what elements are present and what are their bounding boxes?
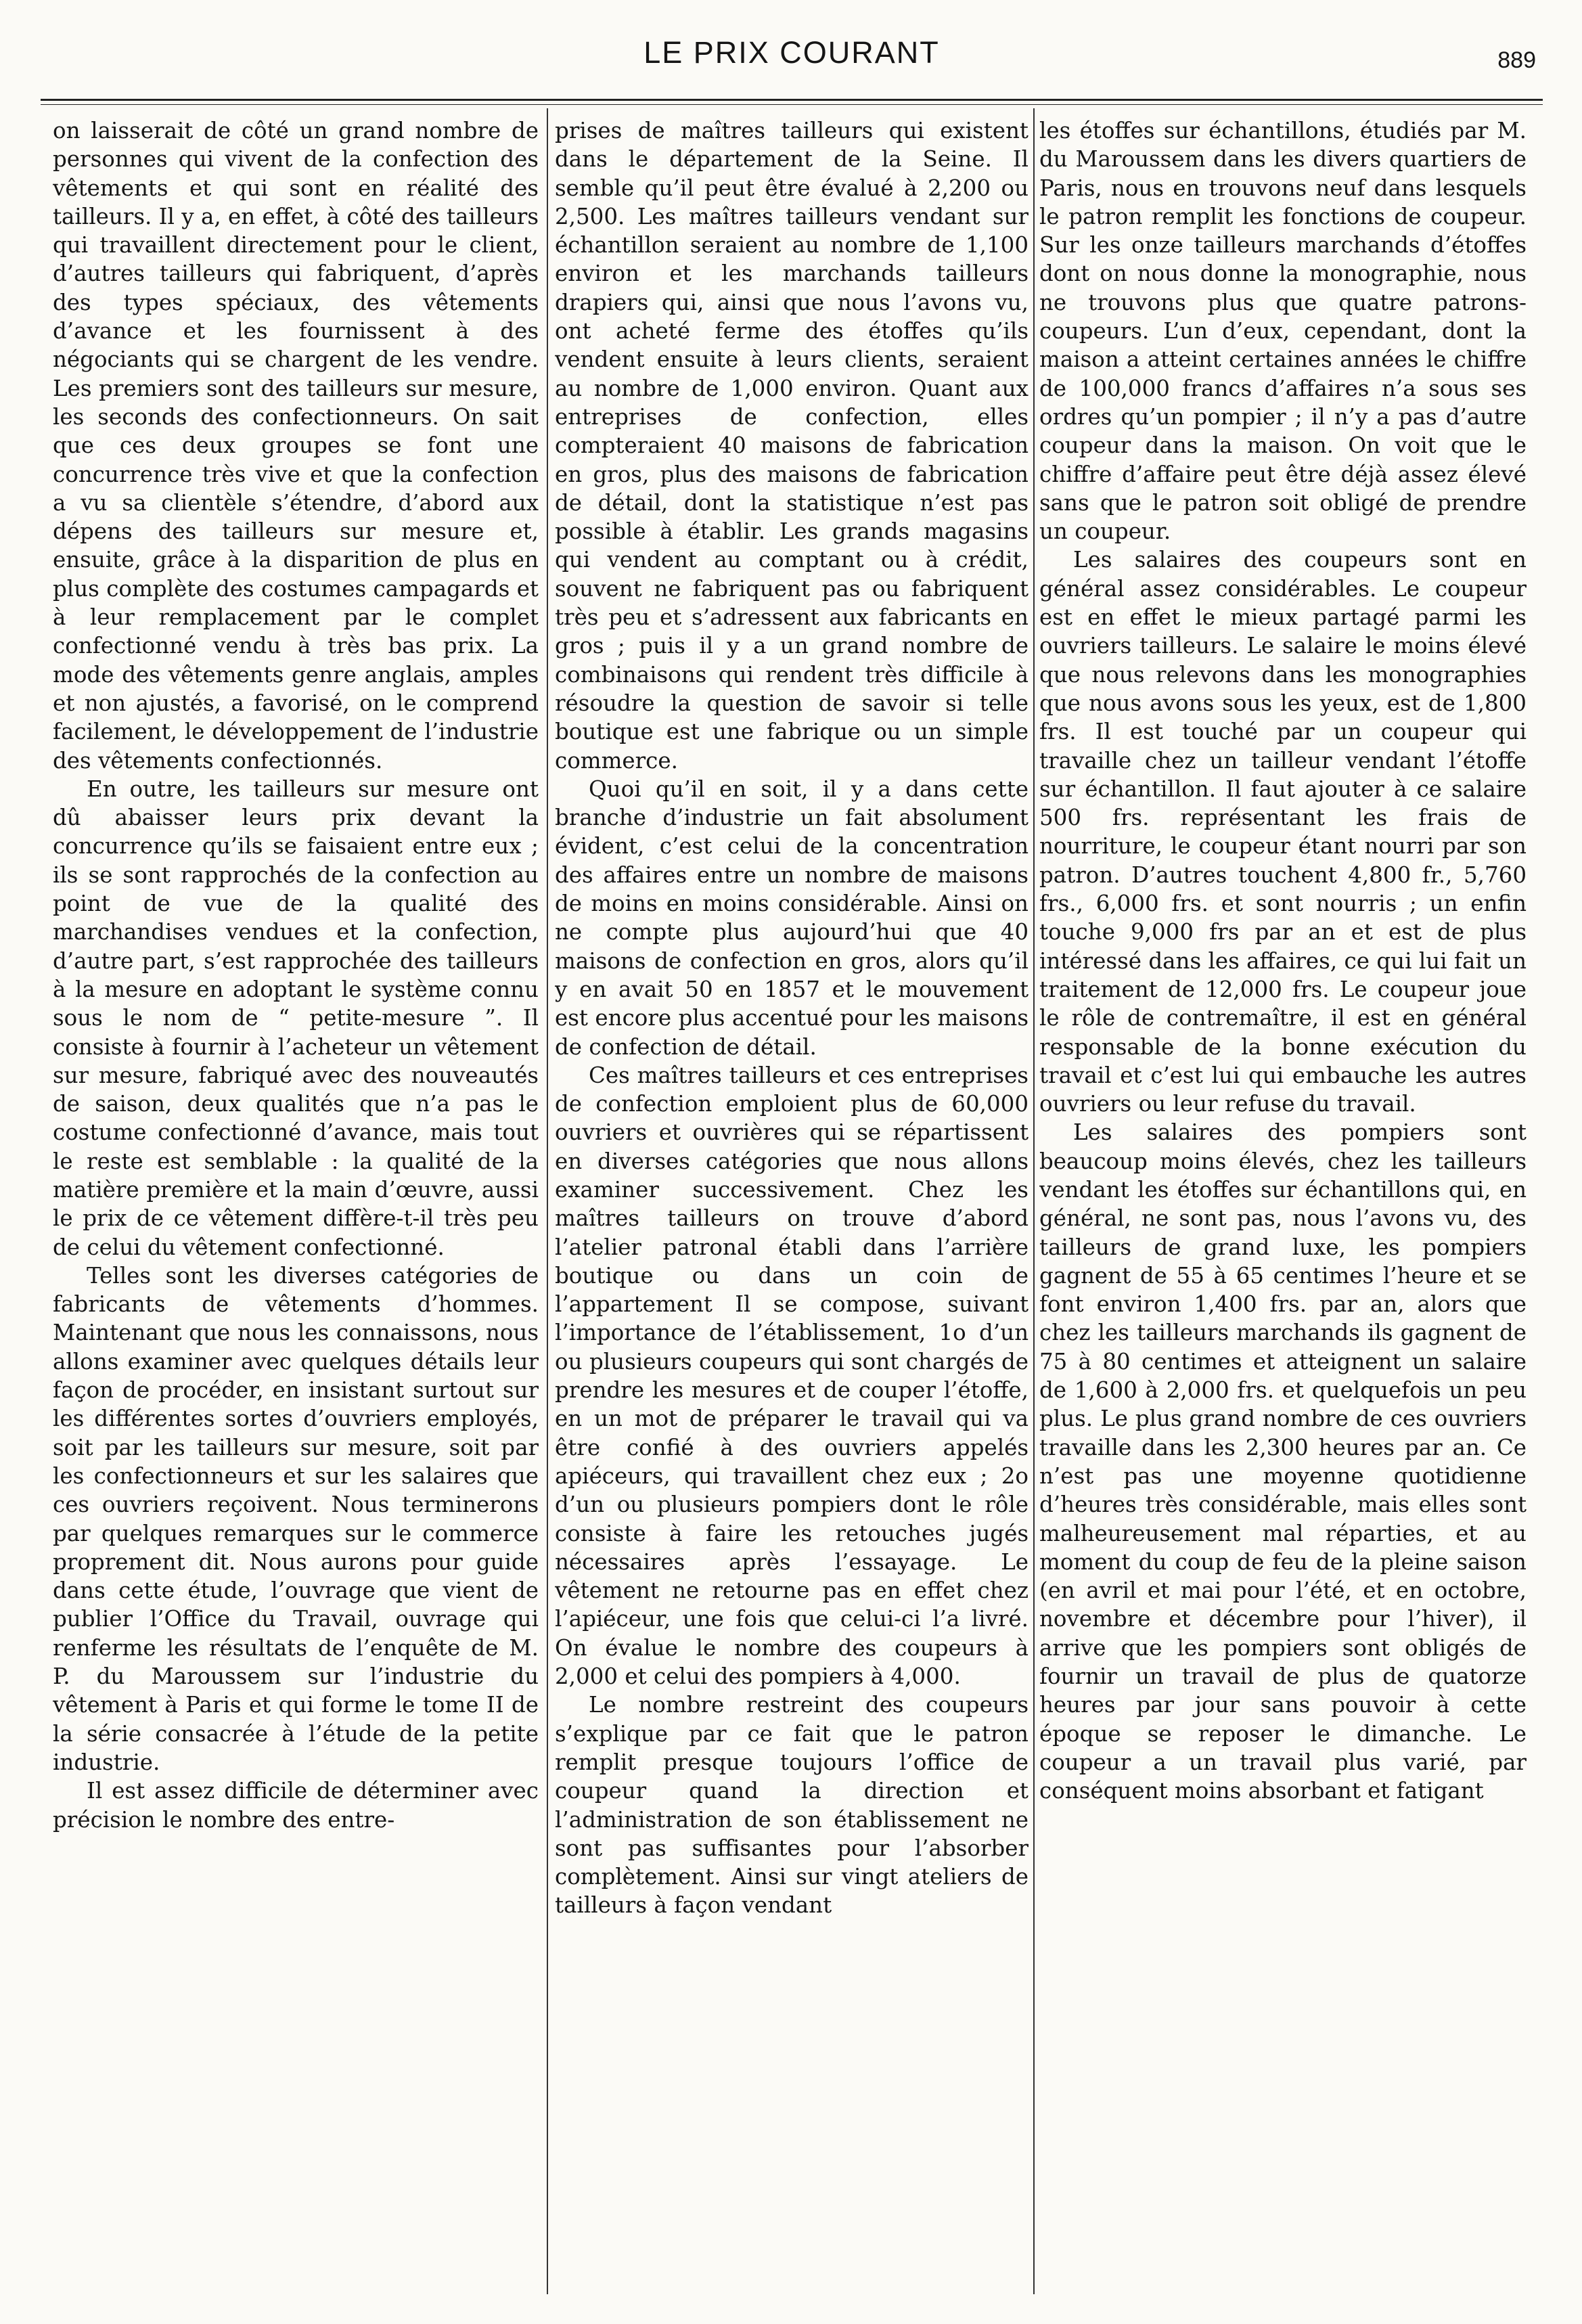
journal-title: LE PRIX COURANT	[643, 35, 940, 70]
paragraph: Telles sont les diverses catégories de fabricants de vêtements d’hommes. Maintenant que nous les connaissons, nous allons examiner avec quelques détails leur façon de procéder, en insistant surtout sur les différentes sortes d’ouvriers employés, soit par les tailleurs sur mesure, soit par les confectionneurs et sur les salaires que ces ouvriers reçoivent. Nous terminerons par quelques remarques sur le commerce proprement dit. Nous aurons pour guide dans cette étude, l’ouvrage que vient de publier l’Office du Travail, ouvrage qui renferme les résultats de l’enquête de M. P. du Maroussem sur l’industrie du vêtement à Paris et qui forme le tome II de la série consacrée à l’étude de la petite industrie.	[53, 1262, 539, 1775]
paragraph: En outre, les tailleurs sur mesure ont dû abaisser leurs prix devant la concurrence qu’ils se faisaient entre eux ; ils se sont rapprochés de la confection au point de vue de la qualité des marchandises vendues et la confection, d’autre part, s’est rapprochée des tailleurs à la mesure en adoptant le système connu sous le nom de “ petite-mesure ”. Il consiste à fournir à l’acheteur un vêtement sur mesure, fabriqué avec des nouveautés de saison, deux qualités que n’a pas le costume confectionné d’avance, mais tout le reste est semblable : la qualité de la matière première et la main d’œuvre, aussi le prix de ce vêtement diffère-t-il très peu de celui du vêtement confectionné.	[53, 776, 539, 1260]
header-rule-thin	[41, 104, 1543, 105]
paragraph: Les salaires des pompiers sont beaucoup moins élevés, chez les tailleurs vendant les étoffes sur échantillons qui, en général, ne sont pas, nous l’avons vu, des tailleurs de grand luxe, les pompiers gagnent de 55 à 65 centimes l’heure et se font environ 1,400 frs. par an, alors que chez les tailleurs marchands ils gagnent de 75 à 80 centimes et atteignent un salaire de 1,600 à 2,000 frs. et quelquefois un peu plus. Le plus grand nombre de ces ouvriers travaille dans les 2,300 heures par an. Ce n’est pas une moyenne quotidienne d’heures très considérable, mais elles sont malheureusement mal réparties, et au moment du coup de feu de la pleine saison (en avril et mai pour l’été, et en octobre, novembre et décembre pour l’hiver), il arrive que les pompiers sont obligés de fournir un travail de plus de quatorze heures par jour sans pouvoir à cette époque se reposer le dimanche. Le coupeur a un travail plus varié, par conséquent moins absorbant et fatigant	[1039, 1119, 1527, 1804]
paragraph: les étoffes sur échantillons, étudiés par M. du Maroussem dans les divers quartiers de Paris, nous en trouvons neuf dans lesquels le patron remplit les fonctions de coupeur. Sur les onze tailleurs marchands d’étoffes dont on nous donne la monographie, nous ne trouvons plus que quatre patrons-coupeurs. L’un d’eux, cependant, dont la maison a atteint certaines années le chiffre de 100,000 francs d’affaires n’a sous ses ordres qu’un pompier ; il n’y a pas d’autre coupeur dans la maison. On voit que le chiffre d’affaire peut être déjà assez élevé sans que le patron soit obligé de prendre un coupeur.	[1039, 118, 1527, 545]
column-divider	[547, 108, 548, 2294]
text-column-2	[555, 116, 1029, 2289]
page-header	[41, 35, 1543, 96]
paragraph: Il est assez difficile de déterminer avec précision le nombre des entre-	[53, 1778, 539, 1833]
text-column-3	[1039, 116, 1527, 2289]
paragraph: Le nombre restreint des coupeurs s’explique par ce fait que le patron remplit presque toujours l’office de coupeur quand la direction et l’administration de son établissement ne sont pas suffisantes pour l’absorber complètement. Ainsi sur vingt ateliers de tailleurs à façon vendant	[555, 1692, 1029, 1919]
paragraph: Ces maîtres tailleurs et ces entreprises de confection emploient plus de 60,000 ouvriers et ouvrières qui se répartissent en diverses catégories que nous allons examiner successivement. Chez les maîtres tailleurs on trouve d’abord l’atelier patronal établi dans l’arrière boutique ou dans un coin de l’appartement Il se compose, suivant l’importance de l’établissement, 1o d’un ou plusieurs coupeurs qui sont chargés de prendre les mesures et de couper l’étoffe, en un mot de préparer le travail qui va être confié à des ouvriers appelés apiéceurs, qui travaillent chez eux ; 2o d’un ou plusieurs pompiers dont le rôle consiste à faire les retouches jugés nécessaires après l’essayage. Le vêtement ne retourne pas en effet chez l’apiéceur, une fois que celui-ci l’a livré. On évalue le nombre des coupeurs à 2,000 et celui des pompiers à 4,000.	[555, 1062, 1029, 1690]
header-rule	[41, 99, 1543, 101]
paragraph: Les salaires des coupeurs sont en général assez considérables. Le coupeur est en effet le mieux partagé parmi les ouvriers tailleurs. Le salaire le moins élevé que nous relevons dans les monographies que nous avons sous les yeux, est de 1,800 frs. Il est touché par un coupeur qui travaille chez un tailleur vendant l’étoffe sur échantillon. Il faut ajouter à ce salaire 500 frs. représentant les frais de nourriture, le coupeur étant nourri par son patron. D’autres touchent 4,800 fr., 5,760 frs., 6,000 frs. et sont nourris ; un enfin touche 9,000 frs par an et est de plus intéressé dans les affaires, ce qui lui fait un traitement de 12,000 frs. Le coupeur joue le rôle de contremaître, il est en général responsable de la bonne exécution du travail et c’est lui qui embauche les autres ouvriers ou leur refuse du travail.	[1039, 547, 1527, 1117]
column-divider	[1033, 108, 1035, 2294]
paragraph: on laisserait de côté un grand nombre de personnes qui vivent de la confection des vêtements et qui sont en réalité des tailleurs. Il y a, en effet, à côté des tailleurs qui travaillent directement pour le client, d’autres tailleurs qui fabriquent, d’après des types spéciaux, des vêtements d’avance et les fournissent à des négociants qui se chargent de les vendre. Les premiers sont des tailleurs sur mesure, les seconds des confectionneurs. On sait que ces deux groupes se font une concurrence très vive et que la confection a vu sa clientèle s’étendre, d’abord aux dépens des tailleurs sur mesure et, ensuite, grâce à la disparition de plus en plus complète des costumes campagards et à leur remplacement par le complet confectionné vendu à très bas prix. La mode des vêtements genre anglais, amples et non ajustés, a favorisé, on le comprend facilement, le développement de l’industrie des vêtements confectionnés.	[53, 118, 539, 774]
paragraph: Quoi qu’il en soit, il y a dans cette branche d’industrie un fait absolument évident, c’est celui de la concentration des affaires entre un nombre de maisons de moins en moins considérable. Ainsi on ne compte plus aujourd’hui que 40 maisons de confection en gros, alors qu’il y en avait 50 en 1857 et le mouvement est encore plus accentué pour les maisons de confection de détail.	[555, 776, 1029, 1060]
page-number: 889	[1497, 47, 1536, 73]
paragraph: prises de maîtres tailleurs qui existent dans le département de la Seine. Il semble qu’il peut être évalué à 2,200 ou 2,500. Les maîtres tailleurs vendant sur échantillon seraient au nombre de 1,100 environ et les marchands tailleurs drapiers qui, ainsi que nous l’avons vu, ont acheté ferme des étoffes qu’ils vendent ensuite à leurs clients, seraient au nombre de 1,000 environ. Quant aux entreprises de confection, elles compteraient 40 maisons de fabrication en gros, plus des maisons de fabrication de détail, dont la statistique n’est pas possible à établir. Les grands magasins qui vendent au comptant ou à crédit, souvent ne fabriquent pas ou fabriquent très peu et s’adressent aux fabricants en gros ; puis il y a un grand nombre de combinaisons qui rendent très difficile à résoudre la question de savoir si telle boutique est une fabrique ou un simple commerce.	[555, 118, 1029, 774]
text-column-1	[53, 116, 539, 2289]
